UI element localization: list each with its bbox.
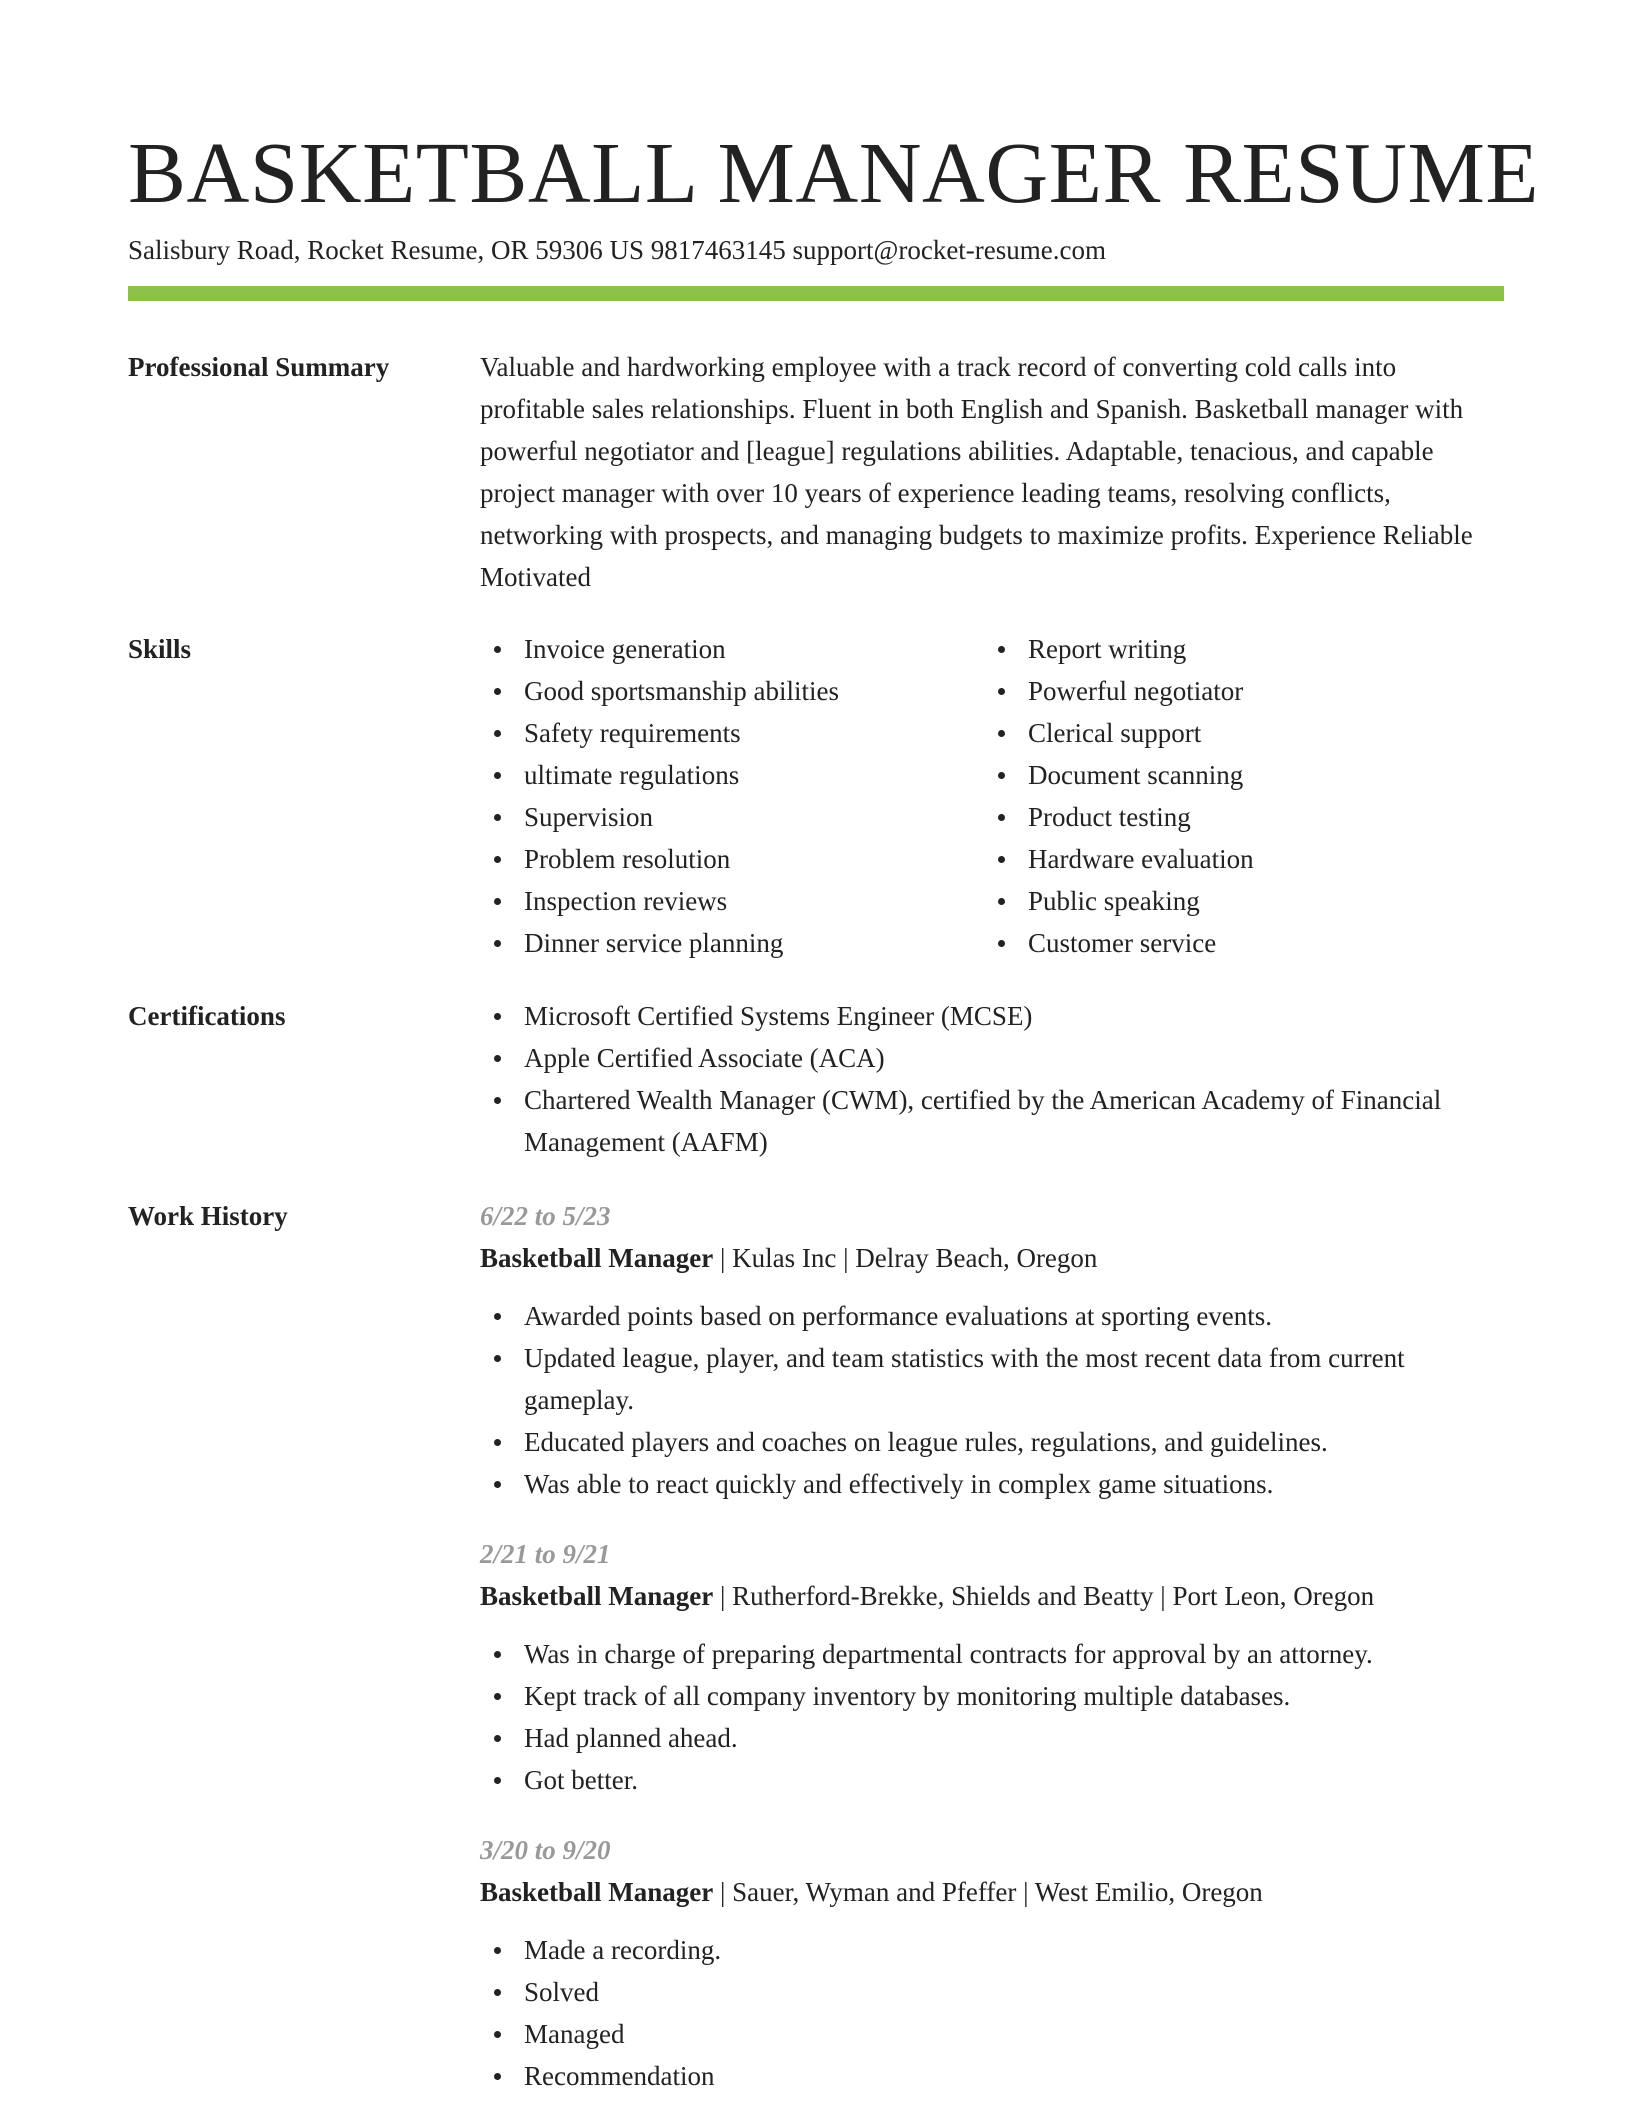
skill-item: Hardware evaluation [984, 838, 1488, 880]
job-duty: Awarded points based on performance evaluations at sporting events. [480, 1295, 1504, 1337]
skill-item: Public speaking [984, 880, 1488, 922]
job-title: Basketball Manager [480, 1581, 714, 1611]
work-history-body [480, 1195, 1504, 2125]
job-dates: 3/20 to 9/20 [480, 1835, 611, 1865]
skills-label: Skills [128, 634, 192, 664]
accent-divider [128, 286, 1504, 301]
job-duty: Kept track of all company inventory by monitoring multiple databases. [480, 1675, 1504, 1717]
certifications-list [480, 995, 1504, 1163]
skill-item: Supervision [480, 796, 984, 838]
skill-item: Customer service [984, 922, 1488, 964]
resume-title: BASKETBALL MANAGER RESUME [128, 124, 1539, 221]
contact-line: Salisbury Road, Rocket Resume, OR 59306 US 9817463145 support@rocket-resume.com [128, 235, 1106, 265]
skill-item: Problem resolution [480, 838, 984, 880]
certifications-body [480, 995, 1504, 1163]
skill-item: Powerful negotiator [984, 670, 1488, 712]
summary-label: Professional Summary [128, 352, 390, 382]
job-dates: 2/21 to 9/21 [480, 1539, 611, 1569]
job-heading [480, 1871, 1504, 1913]
job-duties-list [480, 1633, 1504, 1801]
job-duty: Recommendation [480, 2055, 1504, 2097]
job-duty: Got better. [480, 1759, 1504, 1801]
job-title: Basketball Manager [480, 1877, 714, 1907]
job-duty: Had planned ahead. [480, 1717, 1504, 1759]
certification-item: Microsoft Certified Systems Engineer (MCSE) [480, 995, 1504, 1037]
job-heading [480, 1237, 1504, 1279]
skills-list-left [480, 628, 984, 964]
summary-text: Valuable and hardworking employee with a track record of converting cold calls into profitable sales relationships. Fluent in both English and Spanish. Basketball manager with powerful negotiator and [league] regulations abilities. Adaptable, tenacious, and capable project manager with over 10 years of experience leading teams, resolving conflicts, networking with prospects, and managing budgets to maximize profits. Experience Reliable Motivated [480, 352, 1473, 592]
job-entry [480, 1195, 1504, 1505]
skills-body [480, 628, 1504, 964]
skill-item: Product testing [984, 796, 1488, 838]
certifications-label: Certifications [128, 1001, 286, 1031]
skill-item: Safety requirements [480, 712, 984, 754]
job-duties-list [480, 1295, 1504, 1505]
skill-item: Dinner service planning [480, 922, 984, 964]
job-duty: Was able to react quickly and effectively in complex game situations. [480, 1463, 1504, 1505]
job-company-location: | Kulas Inc | Delray Beach, Oregon [713, 1243, 1098, 1273]
work-history-label: Work History [128, 1201, 288, 1231]
skill-item: Document scanning [984, 754, 1488, 796]
job-duties-list [480, 1929, 1504, 2097]
job-company-location: | Rutherford-Brekke, Shields and Beatty | Port Leon, Oregon [713, 1581, 1375, 1611]
job-duty: Educated players and coaches on league rules, regulations, and guidelines. [480, 1421, 1504, 1463]
skill-item: Inspection reviews [480, 880, 984, 922]
job-entry [480, 1533, 1504, 1801]
summary-body [480, 346, 1504, 598]
job-title: Basketball Manager [480, 1243, 714, 1273]
skill-item: Report writing [984, 628, 1488, 670]
certification-item: Chartered Wealth Manager (CWM), certified by the American Academy of Financial Management (AAFM) [480, 1079, 1504, 1163]
job-duty: Updated league, player, and team statistics with the most recent data from current gameplay. [480, 1337, 1504, 1421]
skills-columns [480, 628, 1504, 964]
job-dates: 6/22 to 5/23 [480, 1201, 611, 1231]
skill-item: Clerical support [984, 712, 1488, 754]
certification-item: Apple Certified Associate (ACA) [480, 1037, 1504, 1079]
skill-item: Invoice generation [480, 628, 984, 670]
job-duty: Made a recording. [480, 1929, 1504, 1971]
skill-item: ultimate regulations [480, 754, 984, 796]
skill-item: Good sportsmanship abilities [480, 670, 984, 712]
job-duty: Solved [480, 1971, 1504, 2013]
job-duty: Was in charge of preparing departmental contracts for approval by an attorney. [480, 1633, 1504, 1675]
job-heading [480, 1575, 1504, 1617]
job-company-location: | Sauer, Wyman and Pfeffer | West Emilio, Oregon [713, 1877, 1263, 1907]
skills-list-right [984, 628, 1488, 964]
job-duty: Managed [480, 2013, 1504, 2055]
job-entry [480, 1829, 1504, 2097]
